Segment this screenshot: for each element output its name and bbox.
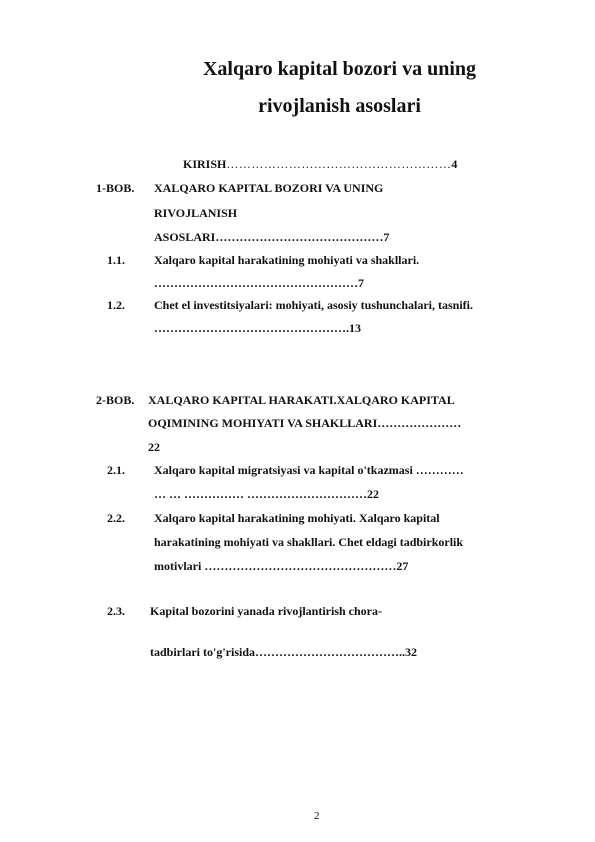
toc-bob2-number: 2-BOB.	[96, 393, 135, 407]
toc-2-2-line-2: harakatining mohiyati va shakllari. Chet eldagi tadbirkorlik	[154, 535, 464, 549]
toc-bob1-line-3: ASOSLARI……………………………………7	[154, 230, 390, 244]
toc-2-2-number: 2.2.	[107, 511, 125, 525]
toc-2-3-line-2: tadbirlari to'g'risida………………………………..32	[150, 645, 417, 659]
toc-bob2-line-1: XALQARO KAPITAL HARAKATI.XALQARO KAPITAL	[148, 393, 455, 407]
toc-bob2-line-2: OQIMINING MOHIYATI VA SHAKLLARI…………………	[148, 416, 462, 430]
toc-kirish-page: 4	[451, 157, 458, 171]
toc-2-3-line-1: Kapital bozorini yanada rivojlantirish chora-	[150, 604, 383, 618]
toc-1-2-line-2: ………………………………………….13	[154, 321, 361, 335]
toc-2-1-number: 2.1.	[107, 463, 125, 477]
toc-1-1-number: 1.1.	[107, 253, 125, 267]
toc-kirish-dots: ………………………………………………	[226, 157, 452, 171]
toc-2-2-line-1: Xalqaro kapital harakatining mohiyati. Xalqaro kapital	[154, 511, 440, 525]
toc-bob2-line-3: 22	[148, 440, 160, 454]
toc-2-2-line-3: motivlari …………………………………………27	[154, 559, 409, 573]
toc-kirish-label: KIRISH	[183, 157, 227, 171]
toc-1-2-line-1: Chet el investitsiyalari: mohiyati, asosiy tushunchalari, tasnifi.	[154, 298, 474, 312]
toc-kirish	[183, 157, 457, 172]
document-title-line-1: Xalqaro kapital bozori va uning	[202, 58, 477, 80]
page-number: 2	[314, 810, 320, 822]
toc-1-1-line-1: Xalqaro kapital harakatining mohiyati va shakllari.	[154, 253, 420, 267]
toc-bob1-line-1: XALQARO KAPITAL BOZORI VA UNING	[154, 181, 384, 195]
toc-2-1-line-2: … … …………… …………………………22	[154, 487, 379, 501]
toc-bob1-number: 1-BOB.	[96, 181, 135, 195]
toc-bob1-line-2: RIVOJLANISH	[154, 206, 238, 220]
toc-2-1-line-1: Xalqaro kapital migratsiyasi va kapital o'tkazmasi …………	[154, 463, 464, 477]
toc-1-1-line-2: ……………………………………………7	[154, 276, 364, 290]
toc-1-2-number: 1.2.	[107, 298, 125, 312]
document-title-line-2: rivojlanish asoslari	[258, 95, 421, 117]
toc-2-3-number: 2.3.	[107, 604, 125, 618]
